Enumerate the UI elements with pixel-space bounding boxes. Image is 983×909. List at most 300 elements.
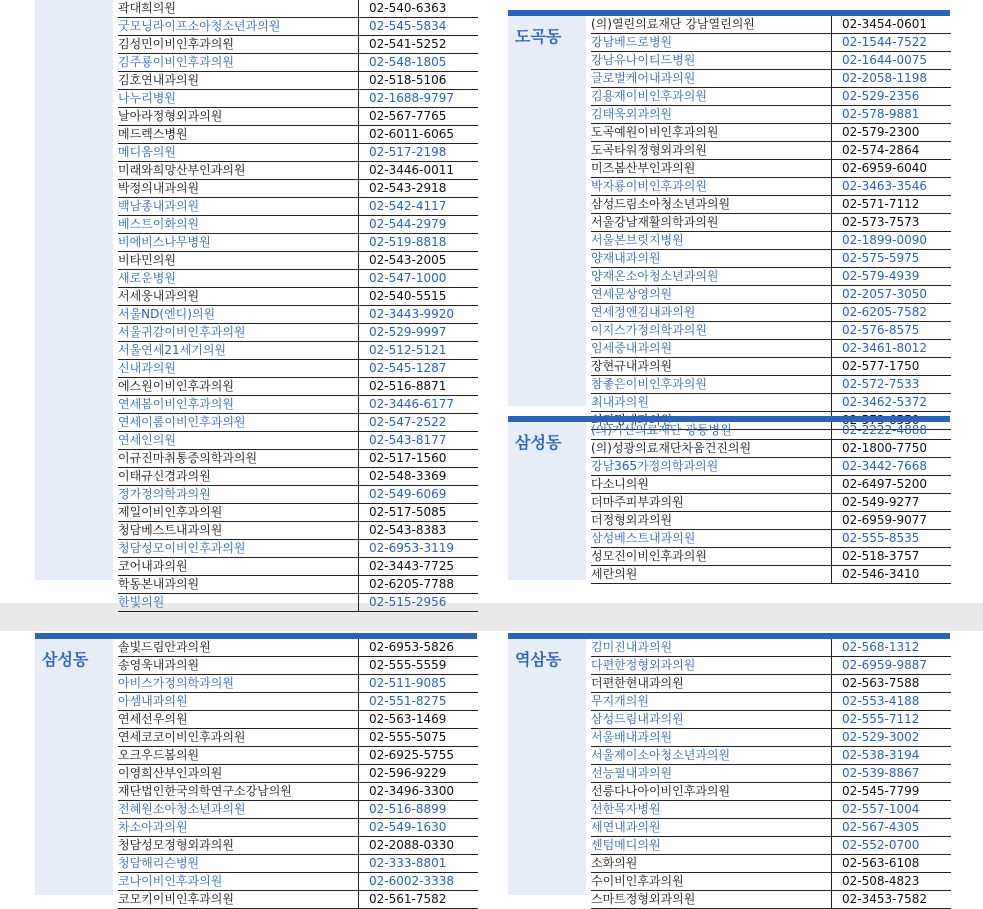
- phone-number: 02-567-4305: [831, 819, 919, 836]
- table-row: [591, 566, 951, 584]
- table-row: [591, 548, 951, 566]
- phone-number: 02-2058-1198: [831, 70, 927, 87]
- table-row: [591, 837, 951, 855]
- phone-number: 02-549-9277: [831, 494, 919, 511]
- table-row: [118, 198, 478, 216]
- district-sidebar: [35, 639, 113, 895]
- hospital-name: 서울강남재활의학과의원: [591, 215, 719, 229]
- hospital-name: 삼성드림내과의원: [591, 712, 684, 726]
- table-row: [118, 72, 478, 90]
- hospital-name: 오크우드봄의원: [118, 748, 200, 762]
- table-row: [118, 342, 478, 360]
- hospital-name: 다편한정형외과의원: [591, 658, 696, 672]
- hospital-name: 도곡예원이비인후과의원: [591, 125, 719, 139]
- phone-number: 02-517-2198: [358, 144, 446, 161]
- hospital-name: 김성민이비인후과의원: [118, 37, 234, 51]
- phone-number: 02-555-5075: [358, 729, 446, 746]
- phone-number: 02-572-7533: [831, 376, 919, 393]
- hospital-name: 정가정의학과의원: [118, 487, 211, 501]
- hospital-name: 재단법인한국의학연구소강남의원: [118, 784, 292, 798]
- table-row: [591, 232, 951, 250]
- hospital-name: 연세이롬이비인후과의원: [118, 415, 246, 429]
- table-row: [118, 486, 478, 504]
- hospital-name: 에스원이비인후과의원: [118, 379, 234, 393]
- phone-number: 02-3461-8012: [831, 340, 927, 357]
- hospital-name: 이태규신경과의원: [118, 469, 211, 483]
- hospital-name: 서울본브릿지병원: [591, 233, 684, 247]
- hospital-name: 나누리병원: [118, 91, 176, 105]
- phone-number: 02-6959-6040: [831, 160, 927, 177]
- phone-number: 02-6497-5200: [831, 476, 927, 493]
- phone-number: 02-568-1312: [831, 639, 919, 656]
- table-row: [118, 873, 478, 891]
- table-row: [591, 286, 951, 304]
- phone-number: 02-333-8801: [358, 855, 446, 872]
- table-row: [591, 160, 951, 178]
- table-row: [591, 729, 951, 747]
- hospital-name: 코모키이비인후과의원: [118, 892, 234, 906]
- district-sidebar: [508, 639, 586, 895]
- phone-number: 02-529-2356: [831, 88, 919, 105]
- table-row: [591, 106, 951, 124]
- phone-number: 02-563-7588: [831, 675, 919, 692]
- hospital-name: 신내과의원: [118, 361, 176, 375]
- hospital-name: 선한목자병원: [591, 802, 661, 816]
- phone-number: 02-3442-7668: [831, 458, 927, 475]
- phone-number: 02-545-7799: [831, 783, 919, 800]
- hospital-name: 청담성모정형외과의원: [118, 838, 234, 852]
- table-row: [118, 144, 478, 162]
- hospital-name: 수이비인후과의원: [591, 874, 684, 888]
- phone-number: 02-549-1630: [358, 819, 446, 836]
- hospital-name: (의)가산의료재단 광동병원: [591, 423, 732, 437]
- hospital-name: 아비스가정의학과의원: [118, 676, 234, 690]
- hospital-name: 강남유나이티드병원: [591, 53, 696, 67]
- phone-number: 02-6959-9887: [831, 657, 927, 674]
- phone-number: 02-577-1750: [831, 358, 919, 375]
- phone-number: 02-547-1000: [358, 270, 446, 287]
- hospital-name: 굿모닝라이프소아청소년과의원: [118, 19, 281, 33]
- table-row: [591, 675, 951, 693]
- table-row: [591, 268, 951, 286]
- phone-number: 02-542-4117: [358, 198, 446, 215]
- phone-number: 02-3443-9920: [358, 306, 454, 323]
- table-row: [591, 52, 951, 70]
- phone-number: 02-544-2979: [358, 216, 446, 233]
- phone-number: 02-2222-4888: [831, 422, 927, 439]
- phone-number: 02-6205-7582: [831, 304, 927, 321]
- district-sidebar: [508, 16, 586, 406]
- hospital-name: 메드렉스병원: [118, 127, 188, 141]
- table-row: [118, 711, 478, 729]
- phone-number: 02-539-8867: [831, 765, 919, 782]
- hospital-list: [591, 16, 951, 430]
- hospital-name: 연세문상영의원: [591, 287, 673, 301]
- hospital-name: 강남베드로병원: [591, 35, 673, 49]
- hospital-name: 연세선우의원: [118, 712, 188, 726]
- table-row: [118, 432, 478, 450]
- phone-number: 02-6011-6065: [358, 126, 454, 143]
- table-row: [118, 747, 478, 765]
- phone-number: 02-1688-9797: [358, 90, 454, 107]
- table-row: [118, 324, 478, 342]
- hospital-name: 센텀메디의원: [591, 838, 661, 852]
- phone-number: 02-557-1004: [831, 801, 919, 818]
- table-row: [118, 765, 478, 783]
- table-row: [118, 891, 478, 909]
- phone-number: 02-551-8275: [358, 693, 446, 710]
- phone-number: 02-1899-0090: [831, 232, 927, 249]
- hospital-name: 이규진마취통증의학과의원: [118, 451, 258, 465]
- phone-number: 02-6959-9077: [831, 512, 927, 529]
- table-row: [118, 468, 478, 486]
- table-row: [118, 90, 478, 108]
- hospital-name: 이영희산부인과의원: [118, 766, 223, 780]
- hospital-name: 백남종내과의원: [118, 199, 200, 213]
- phone-number: 02-552-0700: [831, 837, 919, 854]
- phone-number: 02-6205-7788: [358, 576, 454, 593]
- table-row: [118, 576, 478, 594]
- phone-number: 02-545-5834: [358, 18, 446, 35]
- table-row: [591, 765, 951, 783]
- phone-number: 02-517-1560: [358, 450, 446, 467]
- district-block-yeoksam: [508, 633, 950, 906]
- table-row: [118, 0, 478, 18]
- table-row: [591, 855, 951, 873]
- phone-number: 02-541-5252: [358, 36, 446, 53]
- hospital-name: 연세코코이비인후과의원: [118, 730, 246, 744]
- hospital-name: 한빛의원: [118, 595, 165, 609]
- table-row: [118, 180, 478, 198]
- hospital-name: (의)열린의료재단 강남열린의원: [591, 17, 755, 31]
- phone-number: 02-575-5975: [831, 250, 919, 267]
- hospital-name: 세연내과의원: [591, 820, 661, 834]
- table-row: [591, 639, 951, 657]
- hospital-name: 최내과의원: [591, 395, 649, 409]
- hospital-name: 김용재이비인후과의원: [591, 89, 707, 103]
- table-row: [118, 639, 478, 657]
- phone-number: 02-567-7765: [358, 108, 446, 125]
- hospital-name: 양재온소아청소년과의원: [591, 269, 719, 283]
- phone-number: 02-540-5515: [358, 288, 446, 305]
- table-row: [118, 360, 478, 378]
- hospital-name: 메디움의원: [118, 145, 176, 159]
- table-row: [591, 422, 951, 440]
- table-row: [118, 270, 478, 288]
- phone-number: 02-3463-3546: [831, 178, 927, 195]
- table-row: [591, 16, 951, 34]
- hospital-name: 임세중내과의원: [591, 341, 673, 355]
- hospital-name: 글로벌케어내과의원: [591, 71, 696, 85]
- table-row: [591, 458, 951, 476]
- table-row: [118, 252, 478, 270]
- hospital-name: 더마주피부과의원: [591, 495, 684, 509]
- table-row: [591, 322, 951, 340]
- hospital-name: 서세웅내과의원: [118, 289, 200, 303]
- table-row: [118, 783, 478, 801]
- hospital-name: 날아라정형외과의원: [118, 109, 223, 123]
- phone-number: 02-3462-5372: [831, 394, 927, 411]
- hospital-name: 연세인의원: [118, 433, 176, 447]
- phone-number: 02-529-3002: [831, 729, 919, 746]
- table-row: [118, 216, 478, 234]
- phone-number: 02-555-5559: [358, 657, 446, 674]
- phone-number: 02-517-5085: [358, 504, 446, 521]
- hospital-name: 청담성모이비인후과의원: [118, 541, 246, 555]
- phone-number: 02-6002-3338: [358, 873, 454, 890]
- table-row: [118, 108, 478, 126]
- table-row: [591, 394, 951, 412]
- table-row: [118, 234, 478, 252]
- phone-number: 02-543-2005: [358, 252, 446, 269]
- phone-number: 02-549-6069: [358, 486, 446, 503]
- hospital-name: 양재내과의원: [591, 251, 661, 265]
- phone-number: 02-529-9997: [358, 324, 446, 341]
- hospital-name: 선릉다나아이비인후과의원: [591, 784, 731, 798]
- district-name: 역삼동: [515, 650, 562, 669]
- phone-number: 02-516-8899: [358, 801, 446, 818]
- phone-number: 02-3443-7725: [358, 558, 454, 575]
- hospital-name: 이지스가정의학과의원: [591, 323, 707, 337]
- phone-number: 02-516-8871: [358, 378, 446, 395]
- table-row: [118, 837, 478, 855]
- table-row: [591, 214, 951, 232]
- phone-number: 02-1644-0075: [831, 52, 927, 69]
- hospital-name: 송영욱내과의원: [118, 658, 200, 672]
- hospital-name: 서울배내과의원: [591, 730, 673, 744]
- phone-number: 02-3496-3300: [358, 783, 454, 800]
- phone-number: 02-543-2918: [358, 180, 446, 197]
- phone-number: 02-508-4823: [831, 873, 919, 890]
- table-row: [118, 675, 478, 693]
- table-row: [118, 378, 478, 396]
- phone-number: 02-3446-6177: [358, 396, 454, 413]
- hospital-name: 서울ND(엔디)의원: [118, 307, 216, 321]
- district-block-continued: [35, 0, 477, 609]
- hospital-name: 다소니의원: [591, 477, 649, 491]
- phone-number: 02-576-8575: [831, 322, 919, 339]
- hospital-name: 서울제이소아청소년과의원: [591, 748, 731, 762]
- table-row: [591, 142, 951, 160]
- hospital-name: 연세정앤김내과의원: [591, 305, 696, 319]
- phone-number: 02-563-6108: [831, 855, 919, 872]
- phone-number: 02-543-8383: [358, 522, 446, 539]
- phone-number: 02-3446-0011: [358, 162, 454, 179]
- hospital-name: 새로운병원: [118, 271, 176, 285]
- hospital-name: 곽대희의원: [118, 1, 176, 15]
- hospital-name: 삼성베스트내과의원: [591, 531, 696, 545]
- district-name: 도곡동: [515, 27, 562, 46]
- table-row: [118, 306, 478, 324]
- table-row: [118, 126, 478, 144]
- phone-number: 02-2057-3050: [831, 286, 927, 303]
- hospital-name: 서울귀감이비인후과의원: [118, 325, 246, 339]
- phone-number: 02-555-7112: [831, 711, 919, 728]
- phone-number: 02-2088-0330: [358, 837, 454, 854]
- table-row: [591, 304, 951, 322]
- hospital-name: 선능필내과의원: [591, 766, 673, 780]
- hospital-name: 삼성드림소아청소년과의원: [591, 197, 731, 211]
- hospital-name: (의)성광의료재단차움건진의원: [591, 441, 752, 455]
- phone-number: 02-547-2522: [358, 414, 446, 431]
- phone-number: 02-546-3410: [831, 566, 919, 583]
- hospital-name: 도곡타워정형외과의원: [591, 143, 707, 157]
- hospital-list: [118, 0, 478, 612]
- table-row: [118, 855, 478, 873]
- hospital-name: 강남365가정의학과의원: [591, 459, 719, 473]
- table-row: [591, 783, 951, 801]
- table-row: [118, 18, 478, 36]
- phone-number: 02-596-9229: [358, 765, 446, 782]
- table-row: [118, 396, 478, 414]
- hospital-name: 차소아과의원: [118, 820, 188, 834]
- phone-number: 02-578-9881: [831, 106, 919, 123]
- hospital-name: 베스트이화의원: [118, 217, 200, 231]
- hospital-name: 코어내과의원: [118, 559, 188, 573]
- district-block-samsung-2: [35, 633, 477, 906]
- phone-number: 02-515-2956: [358, 594, 446, 611]
- phone-number: 02-548-1805: [358, 54, 446, 71]
- phone-number: 02-6925-5755: [358, 747, 454, 764]
- phone-number: 02-548-3369: [358, 468, 446, 485]
- table-row: [591, 358, 951, 376]
- table-row: [118, 162, 478, 180]
- table-row: [591, 376, 951, 394]
- hospital-name: 서울연세21세기의원: [118, 343, 227, 357]
- phone-number: 02-543-8177: [358, 432, 446, 449]
- table-row: [118, 594, 478, 612]
- table-row: [591, 801, 951, 819]
- phone-number: 02-563-1469: [358, 711, 446, 728]
- hospital-name: 더정형외과의원: [591, 513, 673, 527]
- hospital-name: 김미진내과의원: [591, 640, 673, 654]
- hospital-name: 세란의원: [591, 567, 638, 581]
- table-row: [591, 512, 951, 530]
- phone-number: 02-519-8818: [358, 234, 446, 251]
- table-row: [591, 88, 951, 106]
- hospital-name: 연세봄이비인후과의원: [118, 397, 234, 411]
- district-block-dogok: [508, 10, 950, 409]
- table-row: [591, 819, 951, 837]
- table-row: [591, 70, 951, 88]
- hospital-name: 소화의원: [591, 856, 638, 870]
- phone-number: 02-555-8535: [831, 530, 919, 547]
- table-row: [591, 124, 951, 142]
- table-row: [118, 522, 478, 540]
- hospital-name: 미래와희망산부인과의원: [118, 163, 246, 177]
- table-row: [591, 657, 951, 675]
- table-row: [591, 711, 951, 729]
- phone-number: 02-511-9085: [358, 675, 446, 692]
- table-row: [118, 819, 478, 837]
- table-row: [118, 504, 478, 522]
- hospital-name: 미즈봄산부인과의원: [591, 161, 696, 175]
- hospital-name: 솔빛드림안과의원: [118, 640, 211, 654]
- table-row: [118, 540, 478, 558]
- hospital-name: 김주룡이비인후과의원: [118, 55, 234, 69]
- phone-number: 02-3453-7582: [831, 891, 927, 908]
- hospital-list: [591, 422, 951, 584]
- hospital-name: 참좋은이비인후과의원: [591, 377, 707, 391]
- phone-number: 02-6953-3119: [358, 540, 454, 557]
- table-row: [118, 558, 478, 576]
- hospital-name: 청담베스트내과의원: [118, 523, 223, 537]
- table-row: [118, 54, 478, 72]
- district-sidebar: [35, 0, 113, 580]
- hospital-name: 스마트정형외과의원: [591, 892, 696, 906]
- phone-number: 02-579-4939: [831, 268, 919, 285]
- hospital-list: [118, 639, 478, 909]
- phone-number: 02-538-3194: [831, 747, 919, 764]
- district-name: 삼성동: [42, 650, 89, 669]
- table-row: [591, 476, 951, 494]
- phone-number: 02-571-7112: [831, 196, 919, 213]
- table-row: [591, 873, 951, 891]
- district-block-samsung: [508, 416, 950, 580]
- hospital-name: 장현규내과의원: [591, 359, 673, 373]
- table-row: [118, 657, 478, 675]
- phone-number: 02-1800-7750: [831, 440, 927, 457]
- table-row: [118, 693, 478, 711]
- table-row: [591, 747, 951, 765]
- hospital-name: 성모진이비인후과의원: [591, 549, 707, 563]
- phone-number: 02-512-5121: [358, 342, 446, 359]
- phone-number: 02-1544-7522: [831, 34, 927, 51]
- table-row: [118, 729, 478, 747]
- table-row: [118, 801, 478, 819]
- table-row: [118, 36, 478, 54]
- phone-number: 02-553-4188: [831, 693, 919, 710]
- table-row: [591, 34, 951, 52]
- phone-number: 02-574-2864: [831, 142, 919, 159]
- hospital-name: 김태욱외과의원: [591, 107, 673, 121]
- phone-number: 02-518-3757: [831, 548, 919, 565]
- table-row: [591, 250, 951, 268]
- phone-number: 02-6953-5826: [358, 639, 454, 656]
- phone-number: 02-540-6363: [358, 0, 446, 17]
- hospital-name: 더편한현내과의원: [591, 676, 684, 690]
- table-row: [118, 414, 478, 432]
- table-row: [591, 891, 951, 909]
- hospital-name: 제일이비인후과의원: [118, 505, 223, 519]
- phone-number: 02-518-5106: [358, 72, 446, 89]
- phone-number: 02-579-2300: [831, 124, 919, 141]
- phone-number: 02-3454-0601: [831, 16, 927, 33]
- hospital-name: 청담해리슨병원: [118, 856, 200, 870]
- table-row: [591, 440, 951, 458]
- hospital-name: 무지개의원: [591, 694, 649, 708]
- phone-number: 02-561-7582: [358, 891, 446, 908]
- table-row: [591, 693, 951, 711]
- hospital-name: 아셈내과의원: [118, 694, 188, 708]
- hospital-name: 김호연내과의원: [118, 73, 200, 87]
- hospital-name: 비타민의원: [118, 253, 176, 267]
- table-row: [591, 530, 951, 548]
- table-row: [591, 178, 951, 196]
- table-row: [591, 196, 951, 214]
- table-row: [591, 340, 951, 358]
- table-row: [591, 494, 951, 512]
- hospital-name: 학동본내과의원: [118, 577, 200, 591]
- hospital-name: 박자룡이비인후과의원: [591, 179, 707, 193]
- hospital-name: 코나이비인후과의원: [118, 874, 223, 888]
- table-row: [118, 288, 478, 306]
- phone-number: 02-545-1287: [358, 360, 446, 377]
- hospital-name: 박정의내과의원: [118, 181, 200, 195]
- table-row: [118, 450, 478, 468]
- hospital-name: 전혜원소아청소년과의원: [118, 802, 246, 816]
- phone-number: 02-573-7573: [831, 214, 919, 231]
